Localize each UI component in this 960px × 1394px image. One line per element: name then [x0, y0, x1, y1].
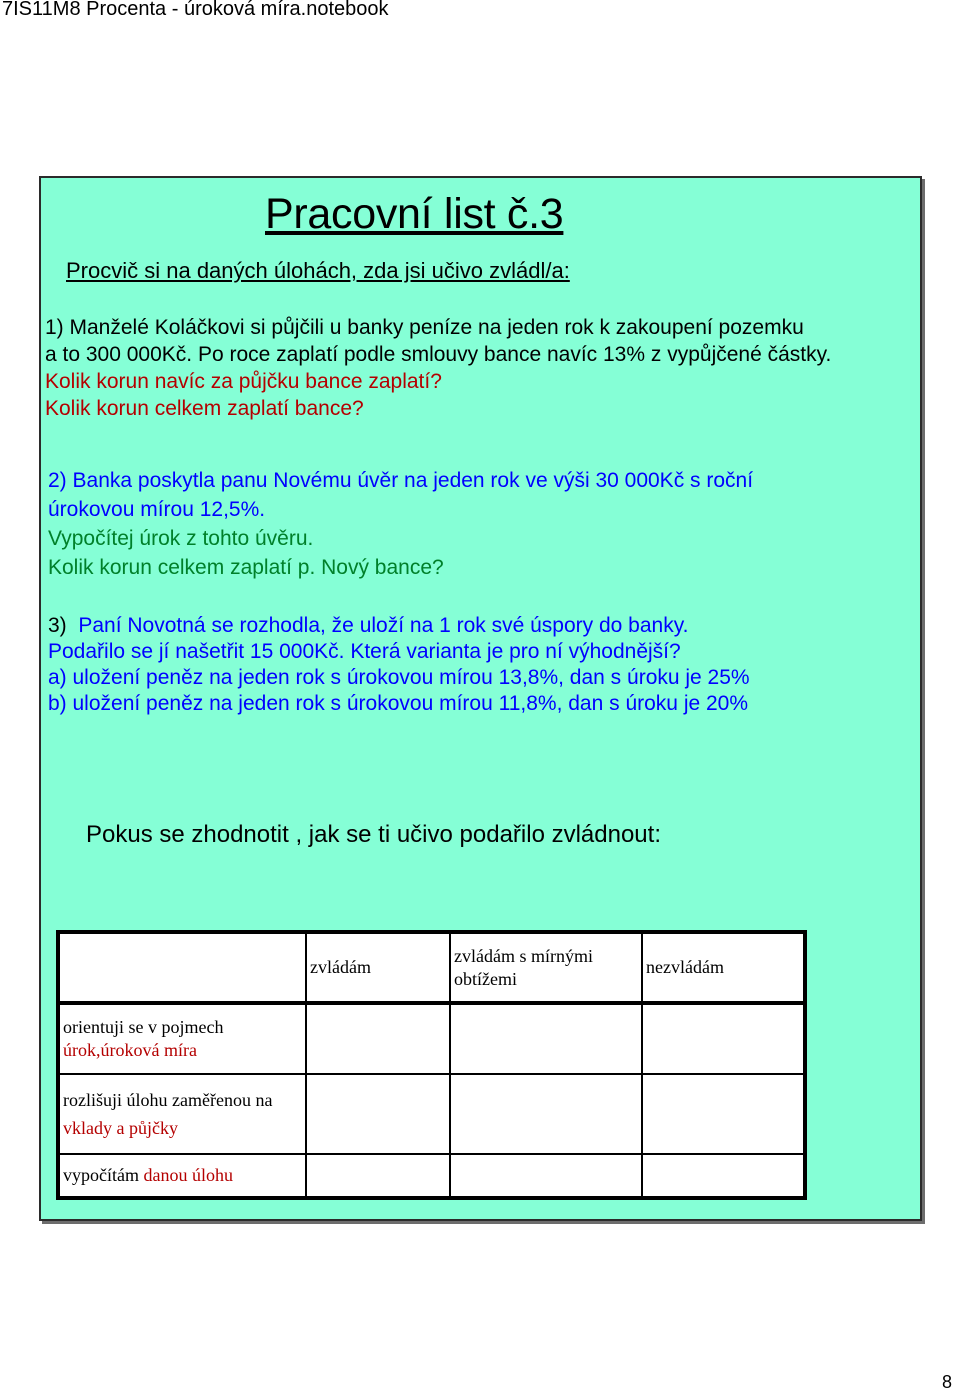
cell-2-nezvladam[interactable]	[642, 1074, 805, 1154]
cell-1-nezvladam[interactable]	[642, 1003, 805, 1074]
worksheet-board	[39, 176, 922, 1221]
row-label-3	[58, 1154, 306, 1198]
column-header-zvladam: zvládám	[306, 932, 450, 1003]
page-number: 8	[941, 1372, 952, 1392]
table-row	[58, 1154, 805, 1198]
cell-2-zvladam[interactable]	[306, 1074, 450, 1154]
table-row	[58, 1074, 805, 1154]
task3-number: 3)	[48, 614, 67, 637]
row-label-2	[58, 1074, 306, 1154]
task3-line2: Podařilo se jí našetřit 15 000Kč. Která varianta je pro ní výhodnější?	[48, 640, 681, 663]
table-corner-cell	[58, 932, 306, 1003]
row-label-3-black: vypočítám	[63, 1165, 139, 1185]
worksheet-subtitle: Procvič si na daných úlohách, zda jsi učivo zvládl/a:	[66, 258, 570, 283]
row-label-2-black: rozlišuji úlohu zaměřenou na	[63, 1090, 273, 1110]
cell-2-obtizemi[interactable]	[450, 1074, 642, 1154]
cell-3-nezvladam[interactable]	[642, 1154, 805, 1198]
row-label-3-red: danou úlohu	[143, 1165, 233, 1185]
evaluation-table	[56, 930, 807, 1200]
row-label-2-red: vklady a půjčky	[63, 1118, 178, 1138]
row-label-1-black: orientuji se v pojmech	[63, 1017, 224, 1037]
column-header-zvladam-s-obtizemi: zvládám s mírnými obtížemi	[450, 932, 642, 1003]
row-label-1-red: úrok,úroková míra	[63, 1040, 197, 1060]
task1-line1: 1) Manželé Koláčkovi si půjčili u banky peníze na jeden rok k zakoupení pozemku	[45, 316, 804, 339]
task1-line4: Kolik korun celkem zaplatí bance?	[45, 397, 364, 420]
task2-line4: Kolik korun celkem zaplatí p. Nový bance?	[48, 556, 444, 579]
row-label-1	[58, 1003, 306, 1074]
table-row	[58, 1003, 805, 1074]
task1-line3: Kolik korun navíc za půjčku bance zaplatí?	[45, 370, 442, 393]
cell-1-zvladam[interactable]	[306, 1003, 450, 1074]
task3-line1	[48, 612, 689, 639]
task2-line1: 2) Banka poskytla panu Novému úvěr na jeden rok ve výši 30 000Kč s roční	[48, 469, 754, 492]
cell-3-obtizemi[interactable]	[450, 1154, 642, 1198]
evaluation-heading: Pokus se zhodnotit , jak se ti učivo podařilo zvládnout:	[86, 821, 661, 848]
task3-line3: a) uložení peněz na jeden rok s úrokovou mírou 13,8%, dan s úroku je 25%	[48, 666, 750, 689]
task3-line1-text: Paní Novotná se rozhodla, že uloží na 1 rok své úspory do banky.	[78, 614, 689, 637]
task3-line4: b) uložení peněz na jeden rok s úrokovou mírou 11,8%, dan s úroku je 20%	[48, 692, 749, 715]
table-header-row	[58, 932, 805, 1003]
task2-line3: Vypočítej úrok z tohto úvěru.	[48, 527, 314, 550]
task1-line2: a to 300 000Kč. Po roce zaplatí podle smlouvy bance navíc 13% z vypůjčené částky.	[45, 343, 832, 366]
document-title: 7IS11M8 Procenta - úroková míra.notebook	[2, 0, 389, 20]
column-header-nezvladam: nezvládám	[642, 932, 805, 1003]
worksheet-title: Pracovní list č.3	[265, 190, 564, 238]
task2-line2: úrokovou mírou 12,5%.	[48, 498, 266, 521]
cell-1-obtizemi[interactable]	[450, 1003, 642, 1074]
cell-3-zvladam[interactable]	[306, 1154, 450, 1198]
